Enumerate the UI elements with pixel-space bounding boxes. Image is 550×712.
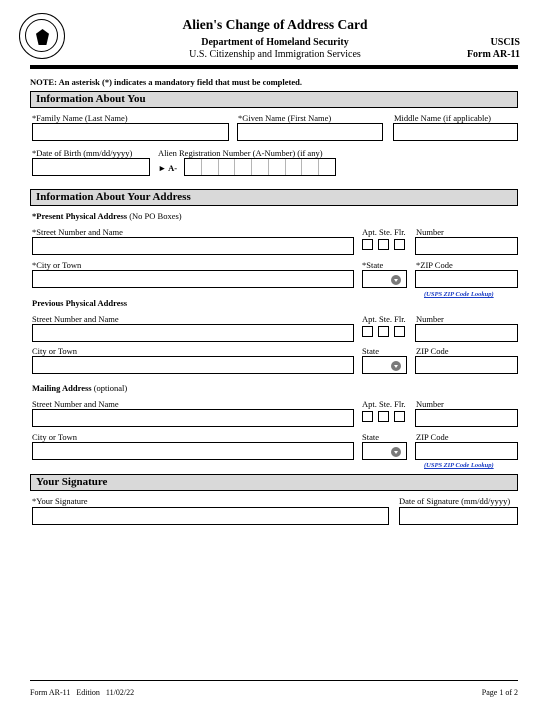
present-apt-checkbox[interactable]	[362, 239, 373, 250]
family-name-label: *Family Name (Last Name)	[32, 113, 128, 123]
present-zip-field[interactable]	[415, 270, 518, 288]
mailing-city-field[interactable]	[32, 442, 354, 460]
present-city-field[interactable]	[32, 270, 354, 288]
mailing-zip-field[interactable]	[415, 442, 518, 460]
mailing-state-select[interactable]	[362, 442, 407, 460]
mailing-number-label: Number	[416, 399, 444, 409]
mailing-state-label: State	[362, 432, 379, 442]
mandatory-note: NOTE: An asterisk (*) indicates a mandatory field that must be completed.	[30, 77, 302, 87]
present-flr-checkbox[interactable]	[394, 239, 405, 250]
middle-name-label: Middle Name (if applicable)	[394, 113, 492, 123]
footer-edition: Form AR-11 Edition 11/02/22	[30, 688, 135, 697]
previous-zip-field[interactable]	[415, 356, 518, 374]
mailing-city-label: City or Town	[32, 432, 78, 442]
signature-date-label: Date of Signature (mm/dd/yyyy)	[399, 496, 511, 506]
given-name-label: *Given Name (First Name)	[238, 113, 332, 123]
given-name-field[interactable]	[237, 123, 383, 141]
mailing-apt-checkbox[interactable]	[362, 411, 373, 422]
present-zip-label: *ZIP Code	[416, 260, 453, 270]
dob-label: *Date of Birth (mm/dd/yyyy)	[32, 148, 133, 158]
present-state-select[interactable]	[362, 270, 407, 288]
present-street-field[interactable]	[32, 237, 354, 255]
mailing-flr-checkbox[interactable]	[394, 411, 405, 422]
mailing-apt-label: Apt. Ste. Flr.	[362, 399, 406, 409]
present-state-label: *State	[362, 260, 384, 270]
present-number-label: Number	[416, 227, 444, 237]
mailing-street-field[interactable]	[32, 409, 354, 427]
present-ste-checkbox[interactable]	[378, 239, 389, 250]
previous-ste-checkbox[interactable]	[378, 326, 389, 337]
chevron-down-icon	[391, 447, 401, 457]
section-information-about-your-address: Information About Your Address	[30, 189, 518, 206]
previous-flr-checkbox[interactable]	[394, 326, 405, 337]
chevron-down-icon	[391, 275, 401, 285]
previous-street-label: Street Number and Name	[32, 314, 119, 324]
present-apt-label: Apt. Ste. Flr.	[362, 227, 406, 237]
present-street-label: *Street Number and Name	[32, 227, 123, 237]
zip-lookup-link[interactable]: (USPS ZIP Code Lookup)	[424, 291, 494, 298]
section-information-about-you: Information About You	[30, 91, 518, 108]
mailing-ste-checkbox[interactable]	[378, 411, 389, 422]
signature-field[interactable]	[32, 507, 389, 525]
mailing-number-field[interactable]	[415, 409, 518, 427]
present-number-field[interactable]	[415, 237, 518, 255]
anumber-prefix: ► A-	[158, 163, 178, 173]
mailing-address-heading: Mailing Address (optional)	[32, 383, 128, 393]
signature-date-field[interactable]	[399, 507, 518, 525]
agency-code: USCIS	[490, 37, 520, 48]
chevron-down-icon	[391, 361, 401, 371]
date-of-birth-field[interactable]	[32, 158, 150, 176]
anumber-label: Alien Registration Number (A-Number) (if any)	[158, 148, 323, 158]
family-name-field[interactable]	[32, 123, 229, 141]
subagency-name: U.S. Citizenship and Immigration Services	[189, 49, 361, 60]
previous-address-heading: Previous Physical Address	[32, 298, 128, 308]
anumber-field[interactable]	[184, 158, 336, 176]
previous-number-field[interactable]	[415, 324, 518, 342]
section-your-signature: Your Signature	[30, 474, 518, 491]
previous-city-label: City or Town	[32, 346, 78, 356]
department-name: Department of Homeland Security	[201, 37, 349, 48]
form-number: Form AR-11	[466, 49, 520, 60]
middle-name-field[interactable]	[393, 123, 518, 141]
footer-divider	[30, 680, 518, 681]
previous-state-label: State	[362, 346, 379, 356]
previous-state-select[interactable]	[362, 356, 407, 374]
signature-label: *Your Signature	[32, 496, 88, 506]
zip-lookup-link[interactable]: (USPS ZIP Code Lookup)	[424, 462, 494, 469]
present-address-heading: *Present Physical Address (No PO Boxes)	[32, 211, 182, 221]
footer-page-number: Page 1 of 2	[481, 688, 518, 697]
previous-zip-label: ZIP Code	[416, 346, 449, 356]
mailing-zip-label: ZIP Code	[416, 432, 449, 442]
previous-city-field[interactable]	[32, 356, 354, 374]
previous-street-field[interactable]	[32, 324, 354, 342]
present-city-label: *City or Town	[32, 260, 82, 270]
mailing-street-label: Street Number and Name	[32, 399, 119, 409]
header-divider	[30, 65, 518, 69]
previous-number-label: Number	[416, 314, 444, 324]
previous-apt-checkbox[interactable]	[362, 326, 373, 337]
form-title: Alien's Change of Address Card	[182, 17, 368, 32]
previous-apt-label: Apt. Ste. Flr.	[362, 314, 406, 324]
